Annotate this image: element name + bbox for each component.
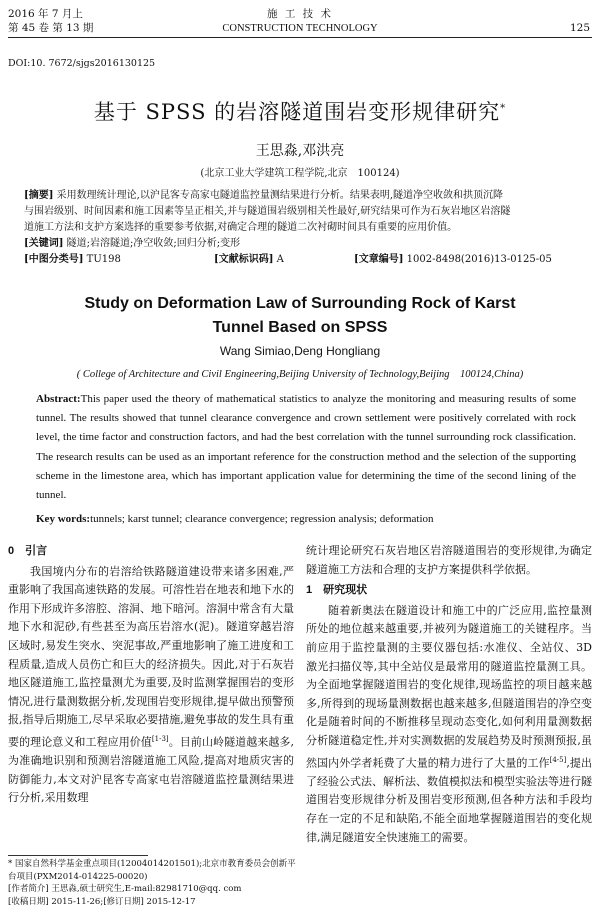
- article-number-value: 1002-8498(2016)13-0125-05: [406, 254, 552, 265]
- authors-en: Wang Simiao,Deng Hongliang: [219, 344, 381, 358]
- section-heading-status: 1 研究现状: [306, 584, 368, 597]
- intro-reference: [1-3]: [151, 734, 169, 743]
- header-journal-en: CONSTRUCTION TECHNOLOGY: [222, 23, 378, 34]
- footnote-dates: [收稿日期] 2015-11-26;[修订日期] 2015-12-17: [8, 896, 196, 907]
- doi: DOI:10. 7672/sjgs2016130125: [8, 58, 156, 69]
- abstract-cn-text: 采用数理统计理论,以沪昆客专高家屯隧道监控量测结果进行分析。结果表明,隧道净空收敛和拱顶沉降: [56, 190, 504, 201]
- right-column: [306, 542, 592, 847]
- article-number: [354, 252, 552, 268]
- doc-code: [214, 252, 284, 268]
- intro-continuation: 统计理论研究石灰岩地区岩溶隧道围岩的变形规律,为确定隧道施工方法和合理的支护方案提供科学依据。: [306, 544, 592, 576]
- header-date: 2016 年 7 月上: [8, 8, 83, 20]
- title-en-line1: Study on Deformation Law of Surrounding Rock of Karst: [84, 295, 516, 312]
- intro-paragraph: [8, 563, 294, 808]
- title-en-line2: Tunnel Based on SPSS: [212, 319, 388, 336]
- clc: [24, 252, 121, 268]
- abstract-en-label: Abstract:: [36, 393, 81, 405]
- abstract-cn-label: [摘要]: [24, 190, 54, 201]
- title-footnote-mark: *: [500, 103, 507, 114]
- keywords-en-label: Key words:: [36, 513, 91, 525]
- abstract-cn-line: [24, 188, 580, 204]
- doc-code-label: [文献标识码]: [214, 254, 274, 265]
- status-reference: [4-5]: [549, 755, 567, 764]
- header-page-number: 125: [569, 22, 590, 34]
- doc-code-value: A: [276, 254, 284, 265]
- footnotes: [8, 858, 298, 908]
- abstract-cn-text: 与围岩级别、时间因素和施工因素等呈正相关,并与隧道围岩级别相关性最好,研究结果可作为石灰岩地区岩溶隧: [24, 206, 511, 217]
- footnote-rule: [8, 855, 148, 856]
- title-en: [0, 292, 600, 340]
- abstract-en-text: This paper used the theory of mathematical statistics to analyze the monitoring and measuring results of some tunnel. The results showed that tunnel clearance convergence and crown settlement were positively correlated with rock level, the time factor and construction factors, and had the best correlation with the tunnel surrounding rock classification. The research results can be used as an important reference for the construction method and the selection of the supporting scheme in the limestone area, which has important application value for determining the time of the second lining of the tunnel.: [36, 393, 576, 502]
- keywords-cn-text: 隧道;岩溶隧道;净空收敛;回归分析;变形: [66, 238, 241, 249]
- intro-text: 我国境内分布的岩溶给铁路隧道建设带来诸多困难,严重影响了我国高速铁路的发展。可溶性岩在地表和地下水的作用下形成许多溶腔、溶洞、地下暗河。溶洞中常含有大量地下水和泥砂,有些甚至为高压岩溶水(泥)。隧道穿越岩溶区域时,易发生突水、突泥事故,严重地影响了施工进度和工程质量,造成人员伤亡和巨大的经济损失。因此,对于石灰岩地区隧道施工,监控量测尤为重要,及时监测掌握围岩的变形情况,进行量测数据分析,发现围岩变形规律,提早做出预警预报,指导后期施工,尽早采取必要措施,避免事故的发生具有重要的理论意义和工程应用价值: [8, 564, 294, 749]
- abstract-cn-text: 道施工方法和支护方案选择的重要参考依据,对确定合理的隧道二次衬砌时间具有重要的应用价值。: [24, 222, 458, 233]
- title-cn: [0, 96, 600, 126]
- status-paragraph: [306, 602, 592, 847]
- status-text: ,提出了经验公式法、解析法、数值模拟法和模型实验法等进行隧道围岩变形规律分析及围岩变形预测,但各种方法和手段均存在一定的不足和缺陷,不能全面地掌握隧道围岩的变化规律,满足隧道安全快速施工的需要。: [306, 756, 593, 844]
- classification-row: [24, 252, 580, 268]
- intro-text: 。目前山岭隧道越来越多,为准确地识别和预测岩溶隧道施工风险,提高对地质灾害的防御能力,本文对沪昆客专高家屯岩溶隧道监控量测结果进行分析,采用数理: [8, 735, 294, 805]
- header-volume: 第 45 卷 第 13 期: [8, 22, 94, 34]
- keywords-en-text: tunnels; karst tunnel; clearance convergence; regression analysis; deformation: [90, 513, 434, 525]
- footnote-author: [作者简介] 王思淼,硕士研究生,E-mail:82981710@qq. com: [8, 884, 242, 894]
- left-column: [8, 542, 294, 808]
- keywords-en: [36, 510, 576, 529]
- clc-label: [中图分类号]: [24, 254, 84, 265]
- clc-value: TU198: [86, 254, 121, 265]
- affiliation-en: ( College of Architecture and Civil Engineering,Beijing University of Technology,Beijing 100124,China): [76, 369, 524, 380]
- section-heading-intro: 0 引言: [8, 545, 48, 557]
- header-rule: [8, 37, 592, 38]
- keywords-cn-label: [关键词]: [24, 238, 64, 249]
- authors-cn: 王思淼,邓洪亮: [255, 143, 345, 159]
- keywords-cn: [24, 236, 580, 252]
- status-text: 随着新奥法在隧道设计和施工中的广泛应用,监控量测所处的地位越来越重要,并被列为隧道施工的关键程序。当前应用于监控量测的主要仪器包括:水准仪、全站仪、3D 激光扫描仪等,其中全站仪是最常用的隧道监控量测工具。为全面地掌握隧道围岩的变化规律,现场监控的项目越来越多,所得到的现场量测数据也越来越多,但隧道围岩的净空变化是随着时间的不断推移呈现动态变化,如何利用量测数据分析隧道稳定性,并对实测数据的发展趋势及时预测预报,虽然国内外学者耗费了大量的精力进行了大量的工作: [306, 603, 592, 770]
- title-cn-text: 基于 SPSS 的岩溶隧道围岩变形规律研究: [93, 100, 501, 124]
- affiliation-cn: (北京工业大学建筑工程学院,北京 100124): [200, 168, 400, 179]
- abstract-en: [36, 390, 576, 505]
- header-journal-cn: 施 工 技 术: [266, 8, 333, 20]
- footnote-fund: * 国家自然科学基金重点项目(12004014201501);北京市教育委员会创新平台项目(PXM2014-014225-00020): [8, 859, 296, 882]
- abstract-cn: [24, 188, 580, 268]
- article-number-label: [文章编号]: [354, 254, 404, 265]
